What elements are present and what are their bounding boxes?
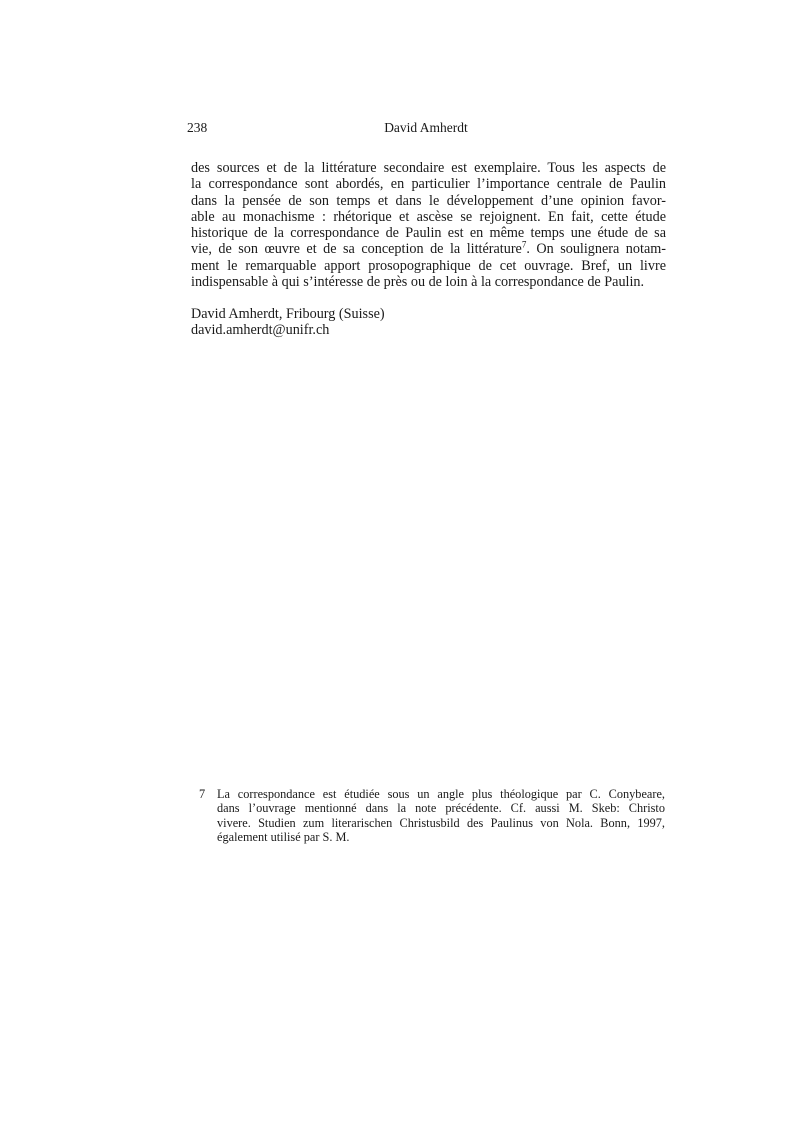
footnote-number: 7 (199, 787, 206, 801)
footnote-line: également utilisé par S. M. (217, 830, 350, 845)
body-line: ment le remarquable apport prosopographique de cet ouvrage. Bref, un livre (191, 257, 666, 274)
author-name-place: David Amherdt, Fribourg (Suisse) (191, 306, 385, 322)
author-email[interactable]: david.amherdt@unifr.ch (191, 322, 330, 339)
body-line-text: . On soulignera notam- (526, 241, 666, 258)
running-head (187, 120, 665, 136)
body-paragraph (191, 160, 666, 290)
running-title: David Amherdt (384, 120, 468, 135)
body-line: indispensable à qui s’intéresse de près ou de loin à la correspondance de Paulin. (191, 274, 645, 291)
body-line: able au monachisme : rhétorique et ascèse se rejoignent. En fait, cette étude (191, 208, 666, 225)
footnote-line: La correspondance est étudiée sous un angle plus théologique par C. Conybeare, (217, 787, 665, 801)
footnote-body (217, 787, 665, 845)
page-number: 238 (187, 120, 208, 135)
body-line: historique de la correspondance de Paulin est en même temps une étude de sa (191, 225, 666, 242)
body-line (191, 241, 666, 257)
body-line: la correspondance sont abordés, en particulier l’importance centrale de Paulin (191, 176, 666, 193)
footnote-reference[interactable]: 7 (521, 239, 527, 250)
body-line: des sources et de la littérature secondaire est exemplaire. Tous les aspects de (191, 160, 666, 176)
body-line: dans la pensée de son temps et dans le développement d’une opinion favor- (191, 192, 666, 209)
body-line-text: vie, de son œuvre et de sa conception de la littérature (191, 241, 522, 258)
author-signature (191, 306, 385, 339)
footnote-line: vivere. Studien zum literarischen Christusbild des Paulinus von Nola. Bonn, 1997, (217, 815, 665, 830)
footnote-line: dans l’ouvrage mentionné dans la note précédente. Cf. aussi M. Skeb: Christo (217, 801, 665, 816)
